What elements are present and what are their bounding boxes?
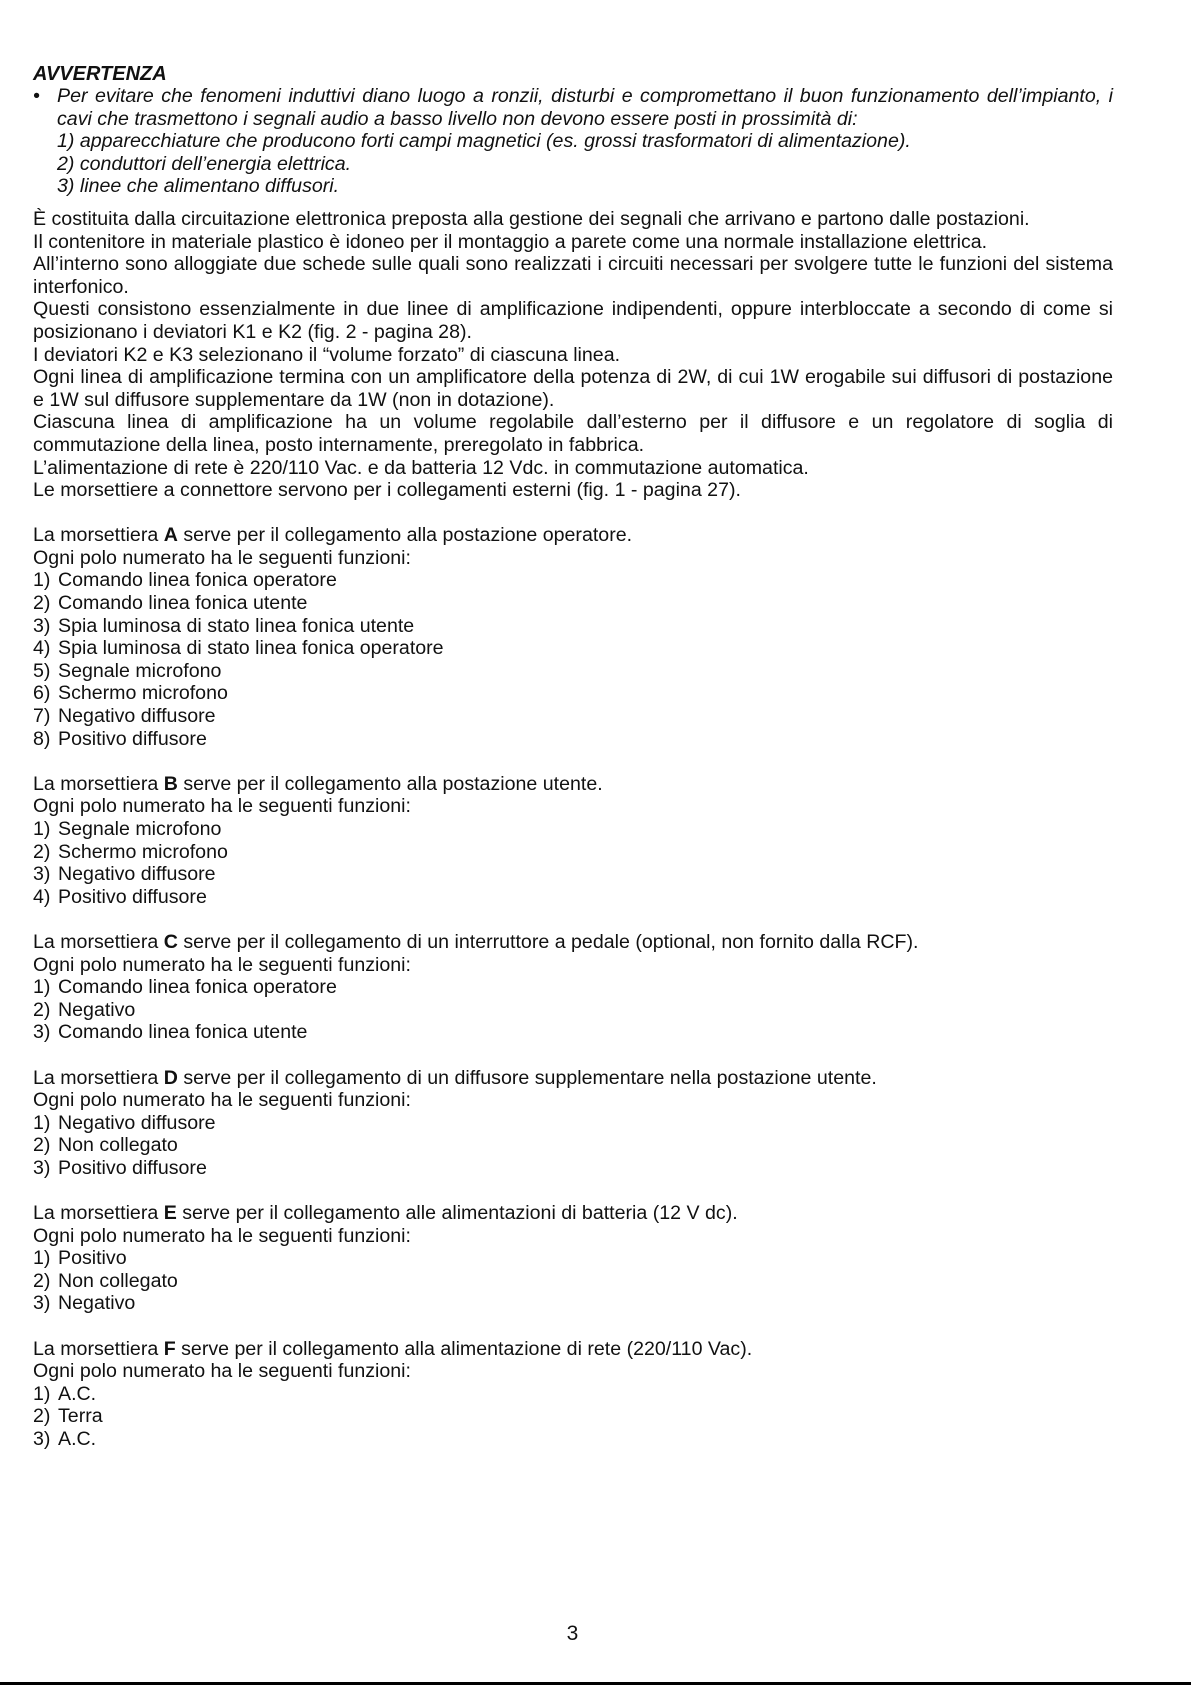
pole-number: 4) [33,885,51,908]
pole-item [33,728,1113,751]
pole-item [33,682,1113,705]
terminal-block-e [33,1202,1113,1315]
pole-item [33,1134,1113,1157]
pole-item [33,818,1113,841]
pole-label: Terra [58,1405,103,1428]
pole-item [33,999,1113,1022]
paragraph: I deviatori K2 e K3 selezionano il “volume forzato” di ciascuna linea. [33,343,621,366]
terminal-block-b [33,773,1113,909]
terminal-block-prefix: La morsettiera [33,1202,159,1225]
pole-label: Negativo [58,998,136,1021]
description-section [33,208,1113,502]
terminal-block-letter: A [163,524,178,547]
pole-number: 1) [33,976,51,999]
warning-item: 3) linee che alimentano diffusori. [57,175,340,198]
functions-intro: Ogni polo numerato ha le seguenti funzioni: [33,795,411,818]
terminal-block-purpose: serve per il collegamento alla postazione utente. [183,772,603,795]
terminal-block-c [33,931,1113,1044]
pole-label: Positivo [58,1247,127,1270]
pole-item [33,660,1113,683]
functions-intro: Ogni polo numerato ha le seguenti funzioni: [33,953,411,976]
terminal-block-purpose: serve per il collegamento di un interruttore a pedale (optional, non fornito dalla RCF). [183,930,919,953]
terminal-block-prefix: La morsettiera [33,930,159,953]
terminal-block-letter: F [163,1337,176,1360]
pole-label: Non collegato [58,1134,178,1157]
warning-text-body: Per evitare che fenomeni induttivi diano luogo a ronzii, disturbi e compromettano il buon funzionamento dell’impianto, i cavi che trasmettono i segnali audio a basso livello non devono essere posti in prossimità di: [57,85,1113,130]
terminal-block-d [33,1067,1113,1180]
pole-label: Negativo diffusore [58,705,216,728]
terminal-blocks-section [33,502,1113,1451]
pole-item [33,886,1113,909]
pole-number: 1) [33,1111,51,1134]
pole-number: 3) [33,614,51,637]
pole-number: 6) [33,682,51,705]
paragraph: All’interno sono alloggiate due schede sulle quali sono realizzati i circuiti necessari per svolgere tutte le funzioni del sistema interfonico. [33,253,1113,298]
functions-intro: Ogni polo numerato ha le seguenti funzioni: [33,546,411,569]
pole-label: Positivo diffusore [58,885,207,908]
pole-number: 5) [33,659,51,682]
paragraph: Il contenitore in materiale plastico è idoneo per il montaggio a parete come una normale installazione elettrica. [33,230,988,253]
pole-label: Non collegato [58,1269,178,1292]
terminal-block-purpose: serve per il collegamento alla postazione operatore. [183,524,633,547]
pole-item [33,1112,1113,1135]
pole-label: Schermo microfono [58,682,228,705]
paragraph: Le morsettiere a connettore servono per i collegamenti esterni (fig. 1 - pagina 27). [33,479,741,502]
pole-number: 3) [33,1428,51,1451]
pole-number: 1) [33,569,51,592]
pole-label: Spia luminosa di stato linea fonica utente [58,614,415,637]
terminal-block-purpose: serve per il collegamento alla alimentazione di rete (220/110 Vac). [181,1337,753,1360]
page-number: 3 [566,1622,579,1645]
pole-number: 2) [33,1269,51,1292]
pole-number: 2) [33,1405,51,1428]
pole-number: 1) [33,1382,51,1405]
paragraph: Ogni linea di amplificazione termina con un amplificatore della potenza di 2W, di cui 1W erogabile sui diffusori di postazione e 1W sul diffusore supplementare da 1W (non in dotazione). [33,366,1113,411]
pole-item [33,615,1113,638]
pole-number: 2) [33,840,51,863]
terminal-block-letter: B [163,772,178,795]
pole-item [33,1270,1113,1293]
pole-label: Schermo microfono [58,840,228,863]
terminal-block-prefix: La morsettiera [33,1337,159,1360]
functions-intro: Ogni polo numerato ha le seguenti funzioni: [33,1224,411,1247]
warning-text [33,85,1113,130]
terminal-block-heading [33,1067,1113,1090]
warning-item: 2) conduttori dell’energia elettrica. [57,152,352,175]
warning-item: 1) apparecchiature che producono forti campi magnetici (es. grossi trasformatori di alimentazione). [57,130,911,153]
warning-title: AVVERTENZA [33,63,167,85]
pole-label: Comando linea fonica utente [58,1021,308,1044]
terminal-block-heading [33,773,1113,796]
pole-number: 2) [33,1134,51,1157]
document-page [33,63,1113,1451]
pole-item [33,1247,1113,1270]
pole-item [33,976,1113,999]
pole-label: Positivo diffusore [58,1156,207,1179]
bullet-icon: • [33,85,40,107]
terminal-block-heading [33,524,1113,547]
pole-label: A.C. [58,1382,97,1405]
pole-label: Comando linea fonica operatore [58,569,337,592]
pole-item [33,705,1113,728]
pole-label: Negativo diffusore [58,1111,216,1134]
pole-label: Positivo diffusore [58,727,207,750]
pole-number: 3) [33,1156,51,1179]
pole-item [33,1405,1113,1428]
pole-number: 2) [33,592,51,615]
paragraph: L’alimentazione di rete è 220/110 Vac. e da batteria 12 Vdc. in commutazione automatica. [33,456,809,479]
pole-item [33,1157,1113,1180]
pole-label: Comando linea fonica utente [58,592,308,615]
pole-number: 2) [33,998,51,1021]
pole-label: Spia luminosa di stato linea fonica operatore [58,637,444,660]
paragraph: È costituita dalla circuitazione elettronica preposta alla gestione dei segnali che arrivano e partono dalle postazioni. [33,207,1030,230]
terminal-block-letter: E [163,1202,177,1225]
terminal-block-prefix: La morsettiera [33,772,159,795]
paragraph: Ciascuna linea di amplificazione ha un volume regolabile dall’esterno per il diffusore e un regolatore di soglia di commutazione della linea, posto internamente, preregolato in fabbrica. [33,411,1113,456]
pole-label: Negativo diffusore [58,863,216,886]
pole-number: 3) [33,863,51,886]
pole-number: 4) [33,637,51,660]
pole-label: Comando linea fonica operatore [58,976,337,999]
terminal-block-prefix: La morsettiera [33,524,159,547]
terminal-block-purpose: serve per il collegamento alle alimentazioni di batteria (12 V dc). [182,1202,738,1225]
pole-item [33,569,1113,592]
terminal-block-letter: D [163,1066,178,1089]
terminal-block-letter: C [163,930,178,953]
pole-label: A.C. [58,1428,97,1451]
pole-item [33,863,1113,886]
warning-section [33,63,1113,198]
terminal-block-heading [33,1338,1113,1361]
pole-number: 1) [33,818,51,840]
terminal-block-heading [33,931,1113,954]
terminal-block-heading [33,1202,1113,1225]
functions-intro: Ogni polo numerato ha le seguenti funzioni: [33,1360,411,1383]
terminal-block-a [33,524,1113,750]
terminal-block-purpose: serve per il collegamento di un diffusore supplementare nella postazione utente. [183,1066,877,1089]
pole-item [33,1292,1113,1315]
pole-number: 3) [33,1021,51,1044]
terminal-block-prefix: La morsettiera [33,1066,159,1089]
pole-number: 3) [33,1292,51,1315]
paragraph: Questi consistono essenzialmente in due linee di amplificazione indipendenti, oppure interbloccate a secondo di come si posizionano i deviatori K1 e K2 (fig. 2 - pagina 28). [33,298,1113,343]
functions-intro: Ogni polo numerato ha le seguenti funzioni: [33,1089,411,1112]
pole-item [33,592,1113,615]
pole-label: Segnale microfono [58,818,222,840]
pole-item [33,1021,1113,1044]
pole-item [33,637,1113,660]
terminal-block-f [33,1338,1113,1451]
pole-item [33,1383,1113,1406]
pole-label: Segnale microfono [58,659,222,682]
pole-item [33,1428,1113,1451]
pole-number: 1) [33,1247,51,1270]
pole-item [33,841,1113,864]
pole-number: 8) [33,727,51,750]
pole-number: 7) [33,705,51,728]
pole-label: Negativo [58,1292,136,1315]
